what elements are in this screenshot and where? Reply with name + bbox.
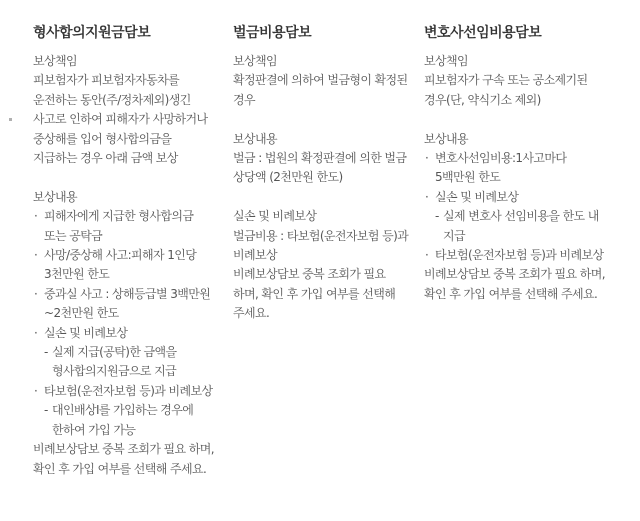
section-text: 피보험자가 구속 또는 공소제기된 경우(단, 약식기소 제외): [424, 73, 588, 107]
section-heading: 보상내용: [33, 189, 77, 204]
bullet-dot-icon: ·: [425, 189, 429, 204]
dash-icon: -: [44, 403, 48, 418]
section-heading: 보상내용: [424, 131, 468, 146]
column-body: [424, 52, 609, 304]
bullet-item: · 중과실 사고 : 상해등급별 3백만원~2천만원 한도: [34, 286, 211, 321]
column-title: 형사합의지원금담보: [33, 25, 151, 41]
bullet-dot-icon: ·: [34, 383, 38, 398]
dash-icon: -: [435, 209, 439, 224]
section-text: 비례보상담보 중복 조회가 필요 하며, 확인 후 가입 여부를 선택해 주세요.: [424, 267, 605, 301]
column-title: 벌금비용담보: [233, 25, 312, 41]
bullet-item: · 타보험(운전자보험 등)과 비례보상 - 대인배상I를 가입하는 경우에 한하여 가입 가능: [33, 382, 215, 440]
bullet-subitem: - 실제 변호사 선임비용을 한도 내 지급: [435, 209, 599, 243]
section-heading: 보상책임: [424, 54, 468, 68]
section-heading: 실손 및 비례보상: [233, 209, 317, 224]
section-text: 벌금 : 법원의 확정판결에 의한 벌금 상당액 (2천만원 한도): [233, 151, 407, 185]
bullet-item: · 피해자에게 지급한 형사합의금 또는 공탁금: [34, 209, 194, 243]
section-text: 비례보상담보 중복 조회가 필요 하며, 확인 후 가입 여부를 선택해 주세요.: [33, 442, 214, 476]
bullet-list: [424, 149, 609, 265]
section-heading: 보상내용: [233, 131, 277, 146]
dash-icon: -: [44, 345, 48, 360]
bullet-subitem: - 대인배상I를 가입하는 경우에 한하여 가입 가능: [44, 403, 194, 437]
bullet-item: · 변호사선임비용:1사고마다 5백만원 한도: [425, 151, 567, 185]
section-text: 피보험자가 피보험자자동차를 운전하는 동안(주/정차제외)생긴 사고로 인하여 피해자가 사망하거나 중상해를 입어 형사합의금을 지급하는 경우 아래 금액 보상: [33, 73, 208, 166]
bullet-dot-icon: ·: [34, 325, 38, 340]
column-body: [33, 52, 215, 479]
bullet-dot-icon: ·: [34, 209, 38, 224]
bullet-dot-icon: ·: [34, 286, 38, 301]
bullet-item: · 타보험(운전자보험 등)과 비례보상: [424, 246, 609, 265]
bullet-list: [33, 207, 215, 440]
bullet-item: · 실손 및 비례보상 - 실제 변호사 선임비용을 한도 내 지급: [424, 188, 609, 246]
section-heading: 보상책임: [233, 54, 277, 68]
bullet-item: · 사망/중상해 사고:피해자 1인당 3천만원 한도: [34, 248, 197, 282]
column-title: 변호사선임비용담보: [424, 25, 542, 41]
bullet-dot-icon: ·: [425, 248, 429, 263]
section-heading: 보상책임: [33, 54, 77, 68]
side-marker: [9, 118, 12, 121]
bullet-subitem: - 실제 지급(공탁)한 금액을 형사합의지원금으로 지급: [44, 345, 177, 379]
section-text: 비례보상담보 중복 조회가 필요 하며, 확인 후 가입 여부를 선택해 주세요.: [233, 267, 396, 321]
section-text: 확정판결에 의하여 벌금형이 확정된 경우: [233, 73, 408, 107]
section-text: 벌금비용 : 타보험(운전자보험 등)과 비례보상: [233, 228, 409, 263]
column-body: [233, 52, 413, 324]
bullet-dot-icon: ·: [425, 151, 429, 166]
bullet-dot-icon: ·: [34, 248, 38, 263]
bullet-item: · 실손 및 비례보상 - 실제 지급(공탁)한 금액을 형사합의지원금으로 지급: [33, 324, 215, 382]
